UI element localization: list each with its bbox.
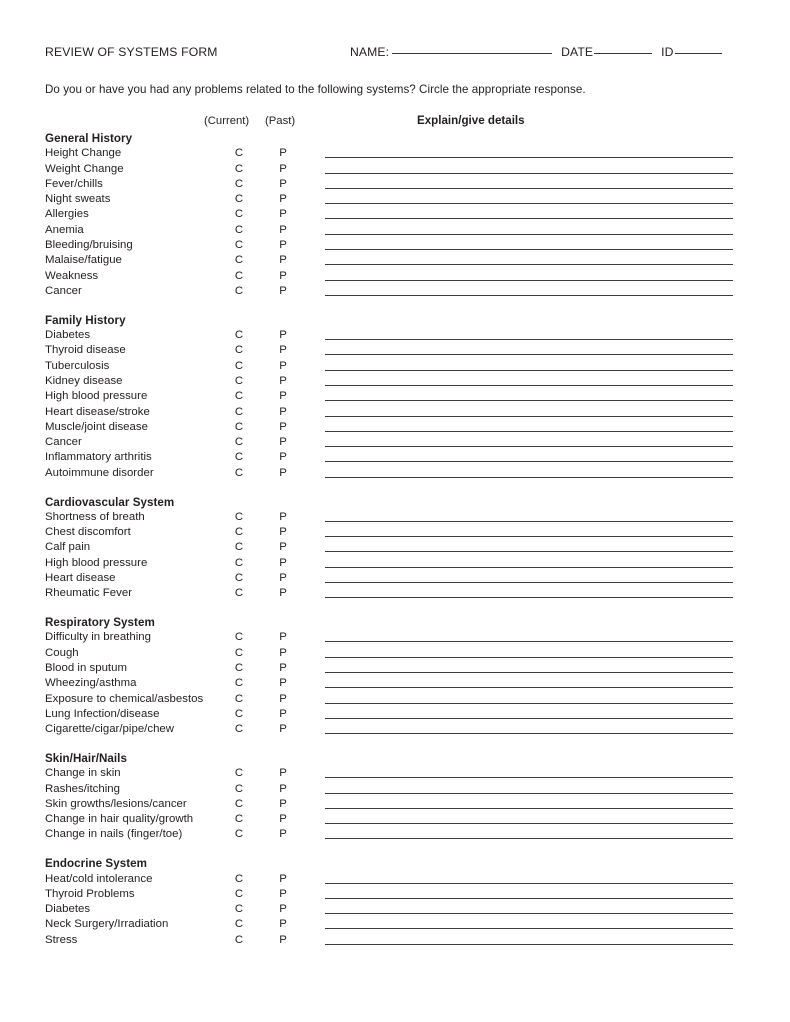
past-option[interactable]: P xyxy=(279,587,287,600)
form-header xyxy=(45,45,745,65)
current-option[interactable]: C xyxy=(234,269,244,282)
current-option[interactable]: C xyxy=(234,193,244,206)
symptom-label: Heart disease xyxy=(45,572,116,585)
past-option[interactable]: P xyxy=(279,466,287,479)
past-option[interactable]: P xyxy=(279,813,287,826)
symptom-label: Change in skin xyxy=(45,767,121,780)
past-option[interactable]: P xyxy=(279,723,287,736)
current-option[interactable]: C xyxy=(234,767,244,780)
current-option[interactable]: C xyxy=(234,797,244,810)
past-option[interactable]: P xyxy=(279,147,287,160)
current-option[interactable]: C xyxy=(234,828,244,841)
symptom-label: Heart disease/stroke xyxy=(45,405,150,418)
symptom-label: Wheezing/asthma xyxy=(45,677,137,690)
symptom-label: Thyroid Problems xyxy=(45,887,135,900)
symptom-row xyxy=(0,466,790,481)
past-option[interactable]: P xyxy=(279,208,287,221)
symptom-row xyxy=(0,797,790,812)
past-option[interactable]: P xyxy=(279,223,287,236)
details-write-in-line[interactable] xyxy=(325,944,733,945)
past-option[interactable]: P xyxy=(279,405,287,418)
details-write-in-line[interactable] xyxy=(325,793,733,794)
current-option[interactable]: C xyxy=(234,646,244,659)
details-write-in-line[interactable] xyxy=(325,657,733,658)
details-write-in-line[interactable] xyxy=(325,883,733,884)
symptom-row xyxy=(0,374,790,389)
symptom-row xyxy=(0,510,790,525)
current-option[interactable]: C xyxy=(234,918,244,931)
current-option[interactable]: C xyxy=(234,390,244,403)
date-label: DATE xyxy=(561,45,594,59)
symptom-label: Cough xyxy=(45,646,79,659)
current-option[interactable]: C xyxy=(234,420,244,433)
details-write-in-line[interactable] xyxy=(325,838,733,839)
symptom-row xyxy=(0,450,790,465)
current-option[interactable]: C xyxy=(234,723,244,736)
symptom-row xyxy=(0,420,790,435)
symptom-row xyxy=(0,630,790,645)
current-option[interactable]: C xyxy=(234,436,244,449)
symptom-section xyxy=(0,313,790,481)
details-write-in-line[interactable] xyxy=(325,928,733,929)
current-option[interactable]: C xyxy=(234,813,244,826)
symptom-label: Stress xyxy=(45,933,78,946)
symptom-row xyxy=(0,328,790,343)
details-write-in-line[interactable] xyxy=(325,157,733,158)
past-option[interactable]: P xyxy=(279,420,287,433)
patient-identification-fields xyxy=(350,45,722,59)
symptom-label: Skin growths/lesions/cancer xyxy=(45,797,187,810)
symptom-row xyxy=(0,525,790,540)
symptom-row xyxy=(0,917,790,932)
details-write-in-line[interactable] xyxy=(325,551,733,552)
details-write-in-line[interactable] xyxy=(325,718,733,719)
symptom-row xyxy=(0,556,790,571)
current-option[interactable]: C xyxy=(234,208,244,221)
details-write-in-line[interactable] xyxy=(325,188,733,189)
details-write-in-line[interactable] xyxy=(325,477,733,478)
symptom-label: Weight Change xyxy=(45,162,124,175)
current-option[interactable]: C xyxy=(234,147,244,160)
current-option[interactable]: C xyxy=(234,177,244,190)
section-title: Family History xyxy=(45,313,126,327)
symptom-row xyxy=(0,933,790,948)
symptom-label: Change in nails (finger/toe) xyxy=(45,828,183,841)
current-option[interactable]: C xyxy=(234,526,244,539)
symptom-row xyxy=(0,872,790,887)
details-write-in-line[interactable] xyxy=(325,234,733,235)
details-write-in-line[interactable] xyxy=(325,703,733,704)
current-option[interactable]: C xyxy=(234,556,244,569)
past-option[interactable]: P xyxy=(279,646,287,659)
past-option[interactable]: P xyxy=(279,254,287,267)
past-option[interactable]: P xyxy=(279,541,287,554)
symptom-row xyxy=(0,692,790,707)
section-title: Respiratory System xyxy=(45,616,155,630)
symptom-label: Neck Surgery/Irradiation xyxy=(45,918,169,931)
past-option[interactable]: P xyxy=(279,329,287,342)
symptom-row xyxy=(0,389,790,404)
past-option[interactable]: P xyxy=(279,572,287,585)
current-option[interactable]: C xyxy=(234,572,244,585)
section-title: General History xyxy=(45,132,133,145)
past-option[interactable]: P xyxy=(279,239,287,252)
symptom-row xyxy=(0,405,790,420)
details-write-in-line[interactable] xyxy=(325,461,733,462)
past-option[interactable]: P xyxy=(279,390,287,403)
details-write-in-line[interactable] xyxy=(325,733,733,734)
id-label: ID xyxy=(661,45,674,59)
past-option[interactable]: P xyxy=(279,193,287,206)
details-write-in-line[interactable] xyxy=(325,218,733,219)
symptom-section xyxy=(0,615,790,737)
page-title: REVIEW OF SYSTEMS FORM xyxy=(45,45,218,59)
symptom-row xyxy=(0,192,790,207)
symptom-row xyxy=(0,646,790,661)
past-option[interactable]: P xyxy=(279,510,287,523)
current-option[interactable]: C xyxy=(234,587,244,600)
symptom-row xyxy=(0,782,790,797)
details-write-in-line[interactable] xyxy=(325,203,733,204)
details-write-in-line[interactable] xyxy=(325,280,733,281)
current-option[interactable]: C xyxy=(234,329,244,342)
current-option[interactable]: C xyxy=(234,359,244,372)
symptom-row xyxy=(0,707,790,722)
details-write-in-line[interactable] xyxy=(325,370,733,371)
symptom-section xyxy=(0,131,790,299)
symptom-label: Cancer xyxy=(45,284,82,297)
symptom-label: Kidney disease xyxy=(45,374,123,387)
symptom-label: Autoimmune disorder xyxy=(45,466,154,479)
symptom-label: Malaise/fatigue xyxy=(45,254,122,267)
symptom-row xyxy=(0,146,790,161)
symptom-row xyxy=(0,766,790,781)
past-option[interactable]: P xyxy=(279,177,287,190)
details-write-in-line[interactable] xyxy=(325,913,733,914)
details-write-in-line[interactable] xyxy=(325,687,733,688)
symptom-section xyxy=(0,856,790,948)
id-input-line[interactable] xyxy=(675,53,722,54)
current-option[interactable]: C xyxy=(234,284,244,297)
details-write-in-line[interactable] xyxy=(325,173,733,174)
past-option[interactable]: P xyxy=(279,677,287,690)
current-option[interactable]: C xyxy=(234,707,244,720)
details-write-in-line[interactable] xyxy=(325,582,733,583)
current-option[interactable]: C xyxy=(234,692,244,705)
symptom-label: Allergies xyxy=(45,208,89,221)
symptom-label: Fever/chills xyxy=(45,177,103,190)
column-header-current: (Current) xyxy=(204,115,250,127)
past-option[interactable]: P xyxy=(279,359,287,372)
past-option[interactable]: P xyxy=(279,933,287,946)
past-option[interactable]: P xyxy=(279,436,287,449)
symptom-row xyxy=(0,676,790,691)
symptom-label: Rheumatic Fever xyxy=(45,587,133,600)
current-option[interactable]: C xyxy=(234,782,244,795)
past-option[interactable]: P xyxy=(279,269,287,282)
details-write-in-line[interactable] xyxy=(325,672,733,673)
past-option[interactable]: P xyxy=(279,692,287,705)
symptom-label: Weakness xyxy=(45,269,99,282)
symptom-label: Inflammatory arthritis xyxy=(45,451,152,464)
current-option[interactable]: C xyxy=(234,374,244,387)
current-option[interactable]: C xyxy=(234,541,244,554)
symptom-label: Diabetes xyxy=(45,329,91,342)
symptom-row xyxy=(0,207,790,222)
past-option[interactable]: P xyxy=(279,782,287,795)
details-write-in-line[interactable] xyxy=(325,385,733,386)
past-option[interactable]: P xyxy=(279,662,287,674)
past-option[interactable]: P xyxy=(279,631,287,644)
current-option[interactable]: C xyxy=(234,631,244,644)
symptom-label: Cigarette/cigar/pipe/chew xyxy=(45,723,175,736)
symptom-row xyxy=(0,238,790,253)
current-option[interactable]: C xyxy=(234,405,244,418)
symptom-label: Thyroid disease xyxy=(45,344,126,357)
details-write-in-line[interactable] xyxy=(325,521,733,522)
details-write-in-line[interactable] xyxy=(325,641,733,642)
current-option[interactable]: C xyxy=(234,451,244,464)
details-write-in-line[interactable] xyxy=(325,536,733,537)
symptom-row xyxy=(0,359,790,374)
past-option[interactable]: P xyxy=(279,903,287,916)
name-label: NAME: xyxy=(350,45,390,59)
symptom-label: Bleeding/bruising xyxy=(45,239,133,252)
details-write-in-line[interactable] xyxy=(325,898,733,899)
symptom-row xyxy=(0,887,790,902)
past-option[interactable]: P xyxy=(279,284,287,297)
symptom-label: Blood in sputum xyxy=(45,662,127,674)
details-write-in-line[interactable] xyxy=(325,400,733,401)
details-write-in-line[interactable] xyxy=(325,823,733,824)
symptom-label: Heat/cold intolerance xyxy=(45,872,153,885)
symptom-label: Muscle/joint disease xyxy=(45,420,148,433)
symptom-row xyxy=(0,223,790,238)
instructions-text: Do you or have you had any problems related to the following systems? Circle the appropriate response. xyxy=(45,83,586,96)
symptom-label: Anemia xyxy=(45,223,84,236)
current-option[interactable]: C xyxy=(234,254,244,267)
past-option[interactable]: P xyxy=(279,451,287,464)
symptom-row xyxy=(0,435,790,450)
past-option[interactable]: P xyxy=(279,707,287,720)
symptom-row xyxy=(0,253,790,268)
past-option[interactable]: P xyxy=(279,162,287,175)
name-input-line[interactable] xyxy=(392,53,552,54)
symptom-label: Cancer xyxy=(45,436,82,449)
symptom-row xyxy=(0,812,790,827)
symptom-section xyxy=(0,751,790,843)
column-header-explain: Explain/give details xyxy=(417,114,525,127)
past-option[interactable]: P xyxy=(279,887,287,900)
details-write-in-line[interactable] xyxy=(325,446,733,447)
current-option[interactable]: C xyxy=(234,162,244,175)
current-option[interactable]: C xyxy=(234,510,244,523)
past-option[interactable]: P xyxy=(279,526,287,539)
current-option[interactable]: C xyxy=(234,933,244,946)
past-option[interactable]: P xyxy=(279,344,287,357)
date-input-line[interactable] xyxy=(594,53,652,54)
symptom-row xyxy=(0,722,790,737)
past-option[interactable]: P xyxy=(279,872,287,885)
symptom-row xyxy=(0,827,790,842)
symptom-row xyxy=(0,661,790,676)
symptom-row xyxy=(0,571,790,586)
details-write-in-line[interactable] xyxy=(325,339,733,340)
symptom-label: Change in hair quality/growth xyxy=(45,813,194,826)
details-write-in-line[interactable] xyxy=(325,264,733,265)
details-write-in-line[interactable] xyxy=(325,249,733,250)
symptom-row xyxy=(0,540,790,555)
symptom-label: Height Change xyxy=(45,147,122,160)
symptom-row xyxy=(0,586,790,601)
symptom-label: Shortness of breath xyxy=(45,510,145,523)
section-title: Endocrine System xyxy=(45,857,147,871)
symptom-label: Rashes/itching xyxy=(45,782,120,795)
past-option[interactable]: P xyxy=(279,828,287,841)
symptom-row xyxy=(0,902,790,917)
current-option[interactable]: C xyxy=(234,677,244,690)
symptom-row xyxy=(0,177,790,192)
past-option[interactable]: P xyxy=(279,767,287,780)
past-option[interactable]: P xyxy=(279,556,287,569)
symptom-row xyxy=(0,162,790,177)
current-option[interactable]: C xyxy=(234,239,244,252)
section-title: Cardiovascular System xyxy=(45,495,175,509)
symptom-label: Night sweats xyxy=(45,193,111,206)
details-write-in-line[interactable] xyxy=(325,567,733,568)
past-option[interactable]: P xyxy=(279,918,287,931)
details-write-in-line[interactable] xyxy=(325,354,733,355)
symptom-label: Diabetes xyxy=(45,903,91,916)
symptom-row xyxy=(0,269,790,284)
symptom-label: Difficulty in breathing xyxy=(45,631,151,644)
past-option[interactable]: P xyxy=(279,374,287,387)
symptom-section xyxy=(0,495,790,602)
details-write-in-line[interactable] xyxy=(325,295,733,296)
details-write-in-line[interactable] xyxy=(325,431,733,432)
current-option[interactable]: C xyxy=(234,872,244,885)
section-title: Skin/Hair/Nails xyxy=(45,751,127,765)
details-write-in-line[interactable] xyxy=(325,597,733,598)
current-option[interactable]: C xyxy=(234,223,244,236)
symptom-label: High blood pressure xyxy=(45,390,148,403)
symptom-sections xyxy=(0,131,790,948)
current-option[interactable]: C xyxy=(234,903,244,916)
column-header-past: (Past) xyxy=(265,115,296,127)
details-write-in-line[interactable] xyxy=(325,777,733,778)
current-option[interactable]: C xyxy=(234,662,244,674)
details-write-in-line[interactable] xyxy=(325,416,733,417)
current-option[interactable]: C xyxy=(234,466,244,479)
current-option[interactable]: C xyxy=(234,887,244,900)
symptom-row xyxy=(0,284,790,299)
symptom-label: Lung Infection/disease xyxy=(45,707,160,720)
symptom-label: Exposure to chemical/asbestos xyxy=(45,692,204,705)
past-option[interactable]: P xyxy=(279,797,287,810)
symptom-label: Tuberculosis xyxy=(45,359,110,372)
symptom-label: Calf pain xyxy=(45,541,91,554)
symptom-label: High blood pressure xyxy=(45,556,148,569)
symptom-row xyxy=(0,343,790,358)
current-option[interactable]: C xyxy=(234,344,244,357)
symptom-label: Chest discomfort xyxy=(45,526,131,539)
details-write-in-line[interactable] xyxy=(325,808,733,809)
